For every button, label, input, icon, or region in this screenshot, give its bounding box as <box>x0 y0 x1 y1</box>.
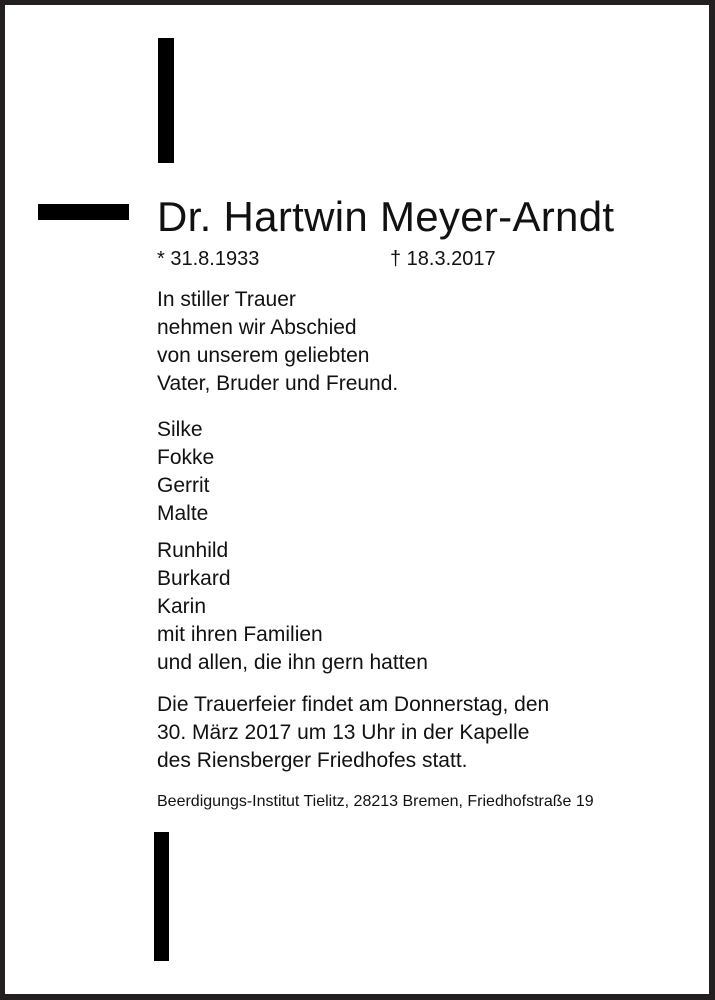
text-line: nehmen wir Abschied <box>157 316 357 339</box>
mourner-name: Gerrit <box>157 474 210 497</box>
children-list <box>157 416 214 528</box>
deceased-name: Dr. Hartwin Meyer-Arndt <box>157 193 615 240</box>
text-line: Vater, Bruder und Freund. <box>157 372 399 395</box>
text-line: In stiller Trauer <box>157 288 296 311</box>
text-line: 30. März 2017 um 13 Uhr in der Kapelle <box>157 721 530 744</box>
mourner-name: Runhild <box>157 539 229 562</box>
mourner-name: Burkard <box>157 567 231 590</box>
funeral-home-footer: Beerdigungs-Institut Tielitz, 28213 Bremen, Friedhofstraße 19 <box>157 793 594 810</box>
mourner-name: Karin <box>157 595 207 618</box>
cross-top-bar <box>158 38 174 163</box>
text-line: und allen, die ihn gern hatten <box>157 651 428 674</box>
text-line: von unserem geliebten <box>157 344 370 367</box>
cross-left-bar <box>38 204 129 220</box>
death-date: † 18.3.2017 <box>390 248 496 270</box>
birth-date: * 31.8.1933 <box>157 248 260 270</box>
mourner-name: Malte <box>157 502 209 525</box>
text-line: mit ihren Familien <box>157 623 323 646</box>
mourner-name: Silke <box>157 418 203 441</box>
obituary-page <box>5 5 709 994</box>
text-line: des Riensberger Friedhofes statt. <box>157 749 468 772</box>
cross-bottom-bar <box>154 832 169 961</box>
ceremony-info <box>157 691 549 775</box>
intro-text <box>157 286 398 398</box>
text-line: Die Trauerfeier findet am Donnerstag, den <box>157 693 550 716</box>
siblings-list <box>157 537 428 677</box>
mourner-name: Fokke <box>157 446 215 469</box>
